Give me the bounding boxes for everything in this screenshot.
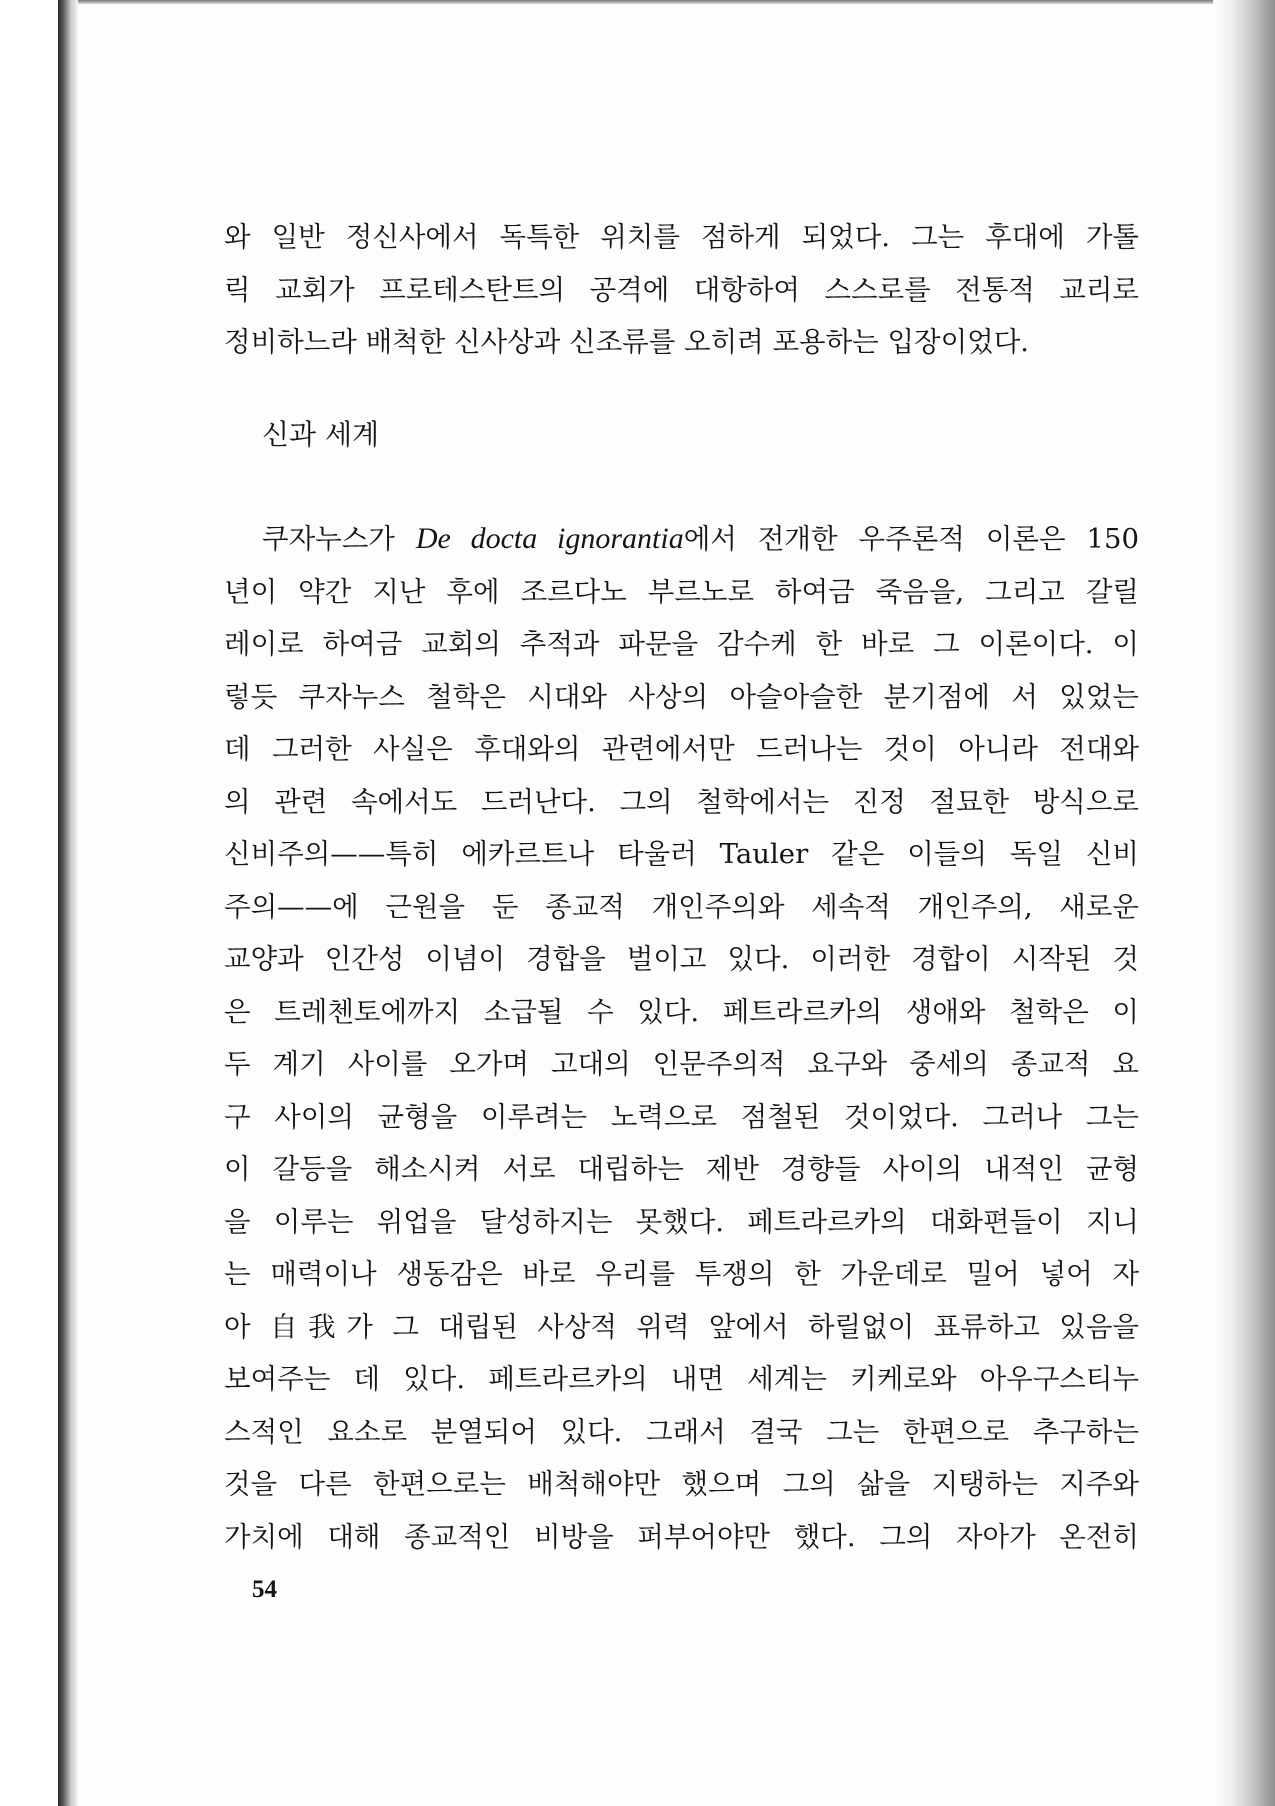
text-line-first	[224, 513, 1139, 566]
text-line: 의 관련 속에서도 드러난다. 그의 철학에서는 진정 절묘한 방식으로	[224, 785, 1139, 818]
page-curl-shadow	[1213, 0, 1275, 1806]
text-line: 교양과 인간성 이념이 경합을 벌이고 있다. 이러한 경합이 시작된 것	[224, 943, 1139, 975]
text-line: 가치에 대해 종교적인 비방을 퍼부어야만 했다. 그의 자아가 온전히	[224, 1520, 1139, 1553]
text-line: 릭 교회가 프로테스탄트의 공격에 대항하여 스스로를 전통적 교리로	[224, 273, 1139, 306]
text-line: 구 사이의 균형을 이루려는 노력으로 점철된 것이었다. 그러나 그는	[224, 1100, 1139, 1133]
text-line: 스적인 요소로 분열되어 있다. 그래서 결국 그는 한편으로 추구하는	[224, 1415, 1139, 1448]
text-line: 년이 약간 지난 후에 조르다노 부르노로 하여금 죽음을, 그리고 갈릴	[224, 575, 1139, 608]
text-line: 는 매력이나 생동감은 바로 우리를 투쟁의 한 가운데로 밀어 넣어 자	[224, 1258, 1139, 1290]
text-line: 은 트레첸토에까지 소급될 수 있다. 페트라르카의 생애와 철학은 이	[224, 995, 1139, 1028]
page-number: 54	[252, 1576, 277, 1603]
text-segment: 쿠자누스가	[262, 523, 416, 555]
text-line: 주의——에 근원을 둔 종교적 개인주의와 세속적 개인주의, 새로운	[224, 890, 1139, 923]
latin-title: De docta ignorantia	[415, 522, 684, 555]
text-segment: 에서 전개한 우주론적 이론은 150	[683, 523, 1140, 555]
text-line: 정비하느라 배척한 신사상과 신조류를 오히려 포용하는 입장이었다.	[224, 326, 1030, 358]
text-line: 두 계기 사이를 오가며 고대의 인문주의적 요구와 중세의 종교적 요	[224, 1048, 1139, 1080]
intro-paragraph	[224, 211, 1139, 369]
text-line: 렇듯 쿠자누스 철학은 시대와 사상의 아슬아슬한 분기점에 서 있었는	[224, 680, 1139, 713]
text-line: 와 일반 정신사에서 독특한 위치를 점하게 되었다. 그는 후대에 가톨	[224, 221, 1139, 253]
text-line: 이 갈등을 해소시켜 서로 대립하는 제반 경향들 사이의 내적인 균형	[224, 1153, 1139, 1185]
intro-paragraph-text	[224, 211, 1139, 369]
text-line: 신비주의——특히 에카르트나 타울러 Tauler 같은 이들의 독일 신비	[224, 838, 1139, 870]
text-line: 데 그러한 사실은 후대와의 관련에서만 드러나는 것이 아니라 전대와	[224, 733, 1139, 765]
book-spine-edge	[72, 0, 78, 1806]
text-line: 보여주는 데 있다. 페트라르카의 내면 세계는 키케로와 아우구스티누	[224, 1363, 1139, 1395]
section-heading: 신과 세계	[262, 418, 380, 451]
text-line: 레이로 하여금 교회의 추적과 파문을 감수케 한 바로 그 이론이다. 이	[224, 628, 1139, 660]
text-line: 아 自我가 그 대립된 사상적 위력 앞에서 하릴없이 표류하고 있음을	[224, 1310, 1139, 1343]
main-paragraph-text	[224, 513, 1139, 1563]
text-line: 을 이루는 위업을 달성하지는 못했다. 페트라르카의 대화편들이 지니	[224, 1205, 1139, 1238]
book-spine-shadow	[58, 0, 72, 1806]
text-line: 것을 다른 한편으로는 배척해야만 했으며 그의 삶을 지탱하는 지주와	[224, 1468, 1139, 1500]
main-paragraph	[224, 513, 1139, 1563]
